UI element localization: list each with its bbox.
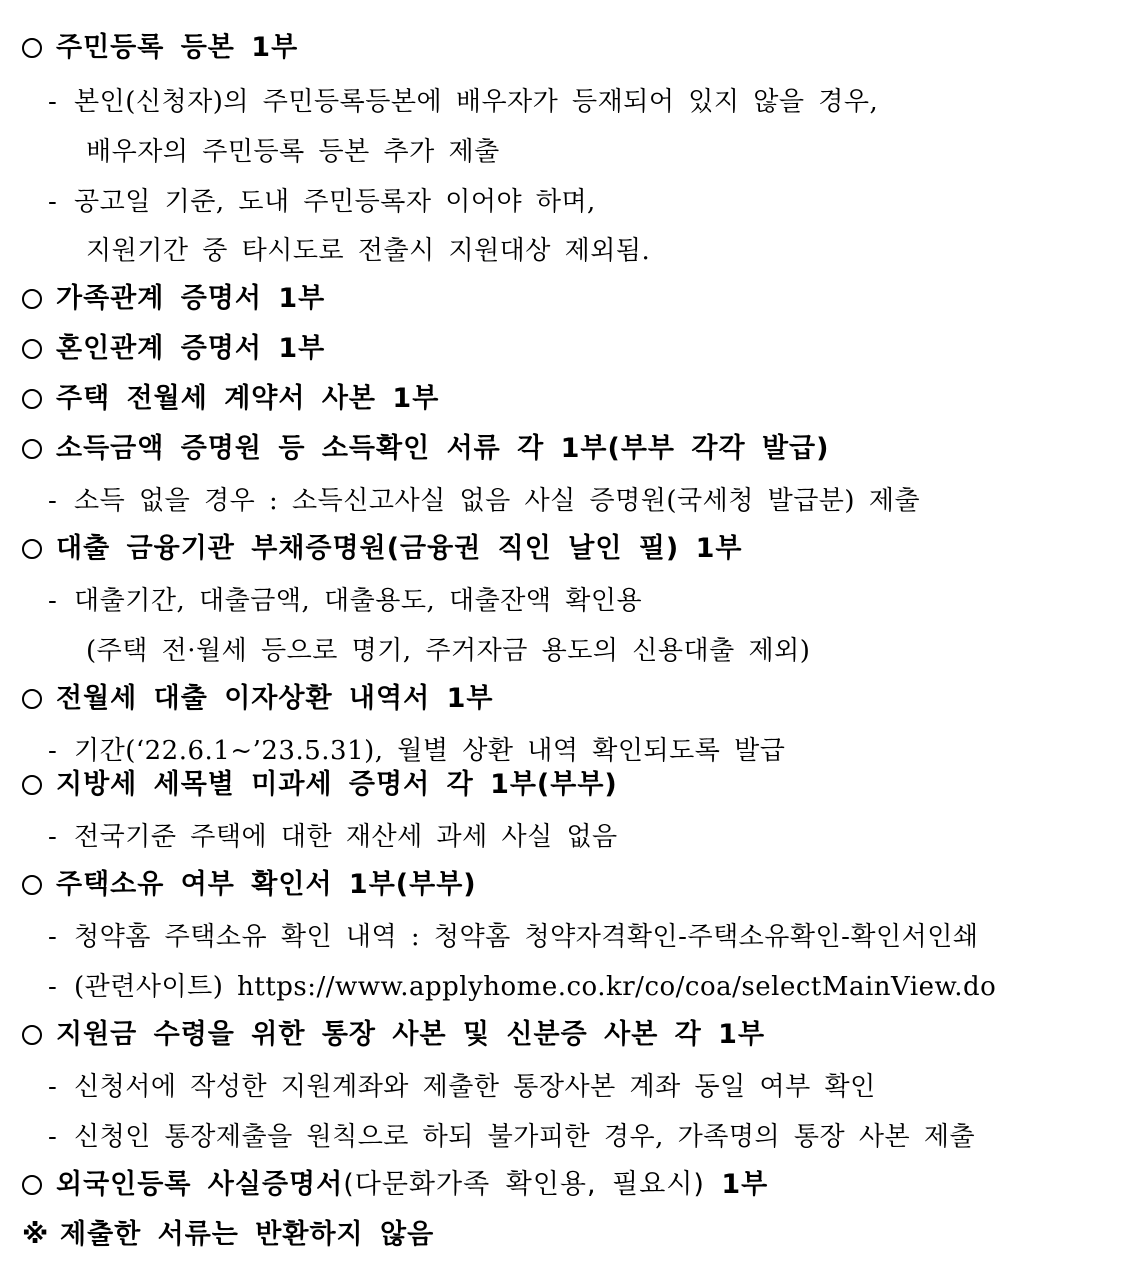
item-title: 가족관계 증명서 1부 bbox=[56, 283, 326, 314]
item-title: 지원금 수령을 위한 통장 사본 및 신분증 사본 각 1부 bbox=[56, 1019, 766, 1050]
sub-item-text: (주택 전·월세 등으로 명기, 주거자금 용도의 신용대출 제외) bbox=[86, 636, 811, 666]
item-debt-certificate bbox=[22, 532, 743, 566]
circle-bullet-icon bbox=[22, 1175, 42, 1195]
item-title: 대출 금융기관 부채증명원(금융권 직인 날인 필) 1부 bbox=[56, 533, 743, 564]
circle-bullet-icon bbox=[22, 689, 42, 709]
sub-item bbox=[48, 1120, 975, 1154]
dash-bullet: - bbox=[48, 1122, 58, 1152]
dash-bullet: - bbox=[48, 736, 58, 766]
circle-bullet-icon bbox=[22, 389, 42, 409]
circle-bullet-icon bbox=[22, 38, 42, 58]
sub-item-text: 청약홈 주택소유 확인 내역 : 청약홈 청약자격확인-주택소유확인-확인서인쇄 bbox=[74, 922, 979, 952]
item-title: 혼인관계 증명서 1부 bbox=[56, 333, 326, 364]
sub-item-text: 지원기간 중 타시도로 전출시 지원대상 제외됨. bbox=[86, 236, 651, 266]
item-title: 주택소유 여부 확인서 1부(부부) bbox=[56, 869, 477, 900]
reference-mark-icon: ※ bbox=[22, 1219, 50, 1250]
sub-item-text: 소득 없을 경우 : 소득신고사실 없음 사실 증명원(국세청 발급분) 제출 bbox=[74, 486, 921, 516]
item-paren-note: (다문화가족 확인용, 필요시) bbox=[343, 1169, 705, 1200]
sub-item bbox=[48, 185, 596, 219]
sub-item-text: 신청서에 작성한 지원계좌와 제출한 통장사본 계좌 동일 여부 확인 bbox=[74, 1072, 876, 1102]
item-family-relation bbox=[22, 282, 325, 316]
sub-item-text: 신청인 통장제출을 원칙으로 하되 불가피한 경우, 가족명의 통장 사본 제출 bbox=[74, 1122, 976, 1152]
notice-text: 제출한 서류는 반환하지 않음 bbox=[60, 1219, 435, 1250]
item-title: 주택 전월세 계약서 사본 1부 bbox=[56, 383, 440, 414]
item-title: 외국인등록 사실증명서 bbox=[56, 1169, 344, 1200]
notice-no-return bbox=[22, 1218, 434, 1252]
sub-item-related-site bbox=[48, 970, 996, 1004]
sub-item-text: 본인(신청자)의 주민등록등본에 배우자가 등재되어 있지 않을 경우, bbox=[74, 87, 879, 117]
sub-item-continuation bbox=[86, 634, 810, 668]
circle-bullet-icon bbox=[22, 1025, 42, 1045]
sub-item-text: 전국기준 주택에 대한 재산세 과세 사실 없음 bbox=[74, 822, 618, 852]
sub-item bbox=[48, 734, 785, 768]
item-title: 전월세 대출 이자상환 내역서 1부 bbox=[56, 683, 494, 714]
dash-bullet: - bbox=[48, 486, 58, 516]
item-income-proof bbox=[22, 432, 829, 466]
sub-item bbox=[48, 820, 618, 854]
item-suffix: 1부 bbox=[704, 1169, 769, 1200]
circle-bullet-icon bbox=[22, 339, 42, 359]
item-local-tax-certificate bbox=[22, 768, 618, 802]
sub-item bbox=[48, 920, 979, 954]
item-marriage-relation bbox=[22, 332, 325, 366]
circle-bullet-icon bbox=[22, 539, 42, 559]
related-site-text: (관련사이트) https://www.applyhome.co.kr/co/coa/selectMainView.do bbox=[74, 972, 997, 1002]
dash-bullet: - bbox=[48, 972, 58, 1002]
circle-bullet-icon bbox=[22, 439, 42, 459]
sub-item bbox=[48, 584, 642, 618]
item-housing-ownership bbox=[22, 868, 477, 902]
dash-bullet: - bbox=[48, 586, 58, 616]
dash-bullet: - bbox=[48, 187, 58, 217]
item-resident-registration bbox=[22, 31, 298, 65]
item-bankbook-id-copy bbox=[22, 1018, 765, 1052]
sub-item-continuation bbox=[86, 135, 500, 169]
sub-item-text: 공고일 기준, 도내 주민등록자 이어야 하며, bbox=[74, 187, 596, 217]
item-lease-contract bbox=[22, 382, 439, 416]
sub-item bbox=[48, 484, 920, 518]
dash-bullet: - bbox=[48, 1072, 58, 1102]
item-title: 지방세 세목별 미과세 증명서 각 1부(부부) bbox=[56, 769, 618, 800]
circle-bullet-icon bbox=[22, 875, 42, 895]
circle-bullet-icon bbox=[22, 775, 42, 795]
item-foreigner-registration bbox=[22, 1168, 768, 1202]
dash-bullet: - bbox=[48, 922, 58, 952]
item-title: 주민등록 등본 1부 bbox=[56, 32, 299, 63]
item-title: 소득금액 증명원 등 소득확인 서류 각 1부(부부 각각 발급) bbox=[56, 433, 830, 464]
dash-bullet: - bbox=[48, 87, 58, 117]
circle-bullet-icon bbox=[22, 289, 42, 309]
sub-item-text: 대출기간, 대출금액, 대출용도, 대출잔액 확인용 bbox=[74, 586, 643, 616]
sub-item-text: 기간(‘22.6.1~’23.5.31), 월별 상환 내역 확인되도록 발급 bbox=[74, 736, 786, 766]
item-interest-statement bbox=[22, 682, 493, 716]
sub-item bbox=[48, 1070, 876, 1104]
sub-item-text: 배우자의 주민등록 등본 추가 제출 bbox=[86, 137, 500, 167]
dash-bullet: - bbox=[48, 822, 58, 852]
sub-item-continuation bbox=[86, 234, 650, 268]
sub-item bbox=[48, 85, 878, 119]
